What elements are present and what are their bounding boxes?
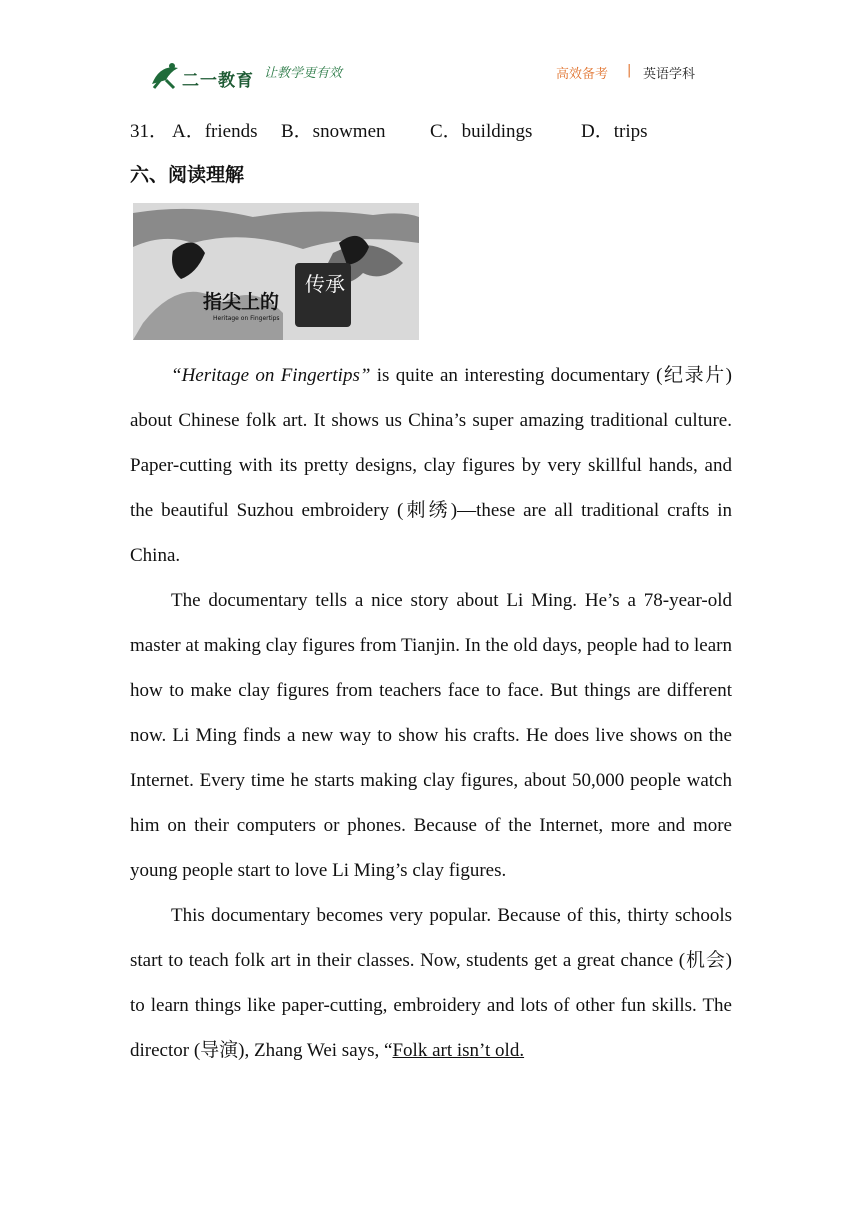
header-separator: | bbox=[627, 63, 632, 78]
banner-subtitle: Heritage on Fingertips bbox=[213, 315, 280, 322]
paragraph-1-text: is quite an interesting documentary (纪录片) about Chinese folk art. It shows us China’s super amazing traditional culture. Paper-cutting with its pretty designs, clay figures by very skillful hands, and the beautiful Suzhou embroidery (刺绣)—these are all traditional crafts in China. bbox=[130, 365, 733, 566]
subject-label: 英语学科 bbox=[643, 67, 696, 82]
paragraph-3-text: This documentary becomes very popular. Because of this, thirty schools start to teach folk art in their classes. Now, students get a great chance (机会) to learn things like paper-cutting, embroidery and lots of other fun skills. The director (导演), Zhang Wei says, “ bbox=[130, 905, 732, 1061]
option-b: B．snowmen bbox=[281, 121, 386, 142]
option-a: A．friends bbox=[172, 121, 258, 142]
option-c: C．buildings bbox=[430, 121, 533, 142]
banner-title-left: 指尖上的 bbox=[203, 291, 280, 313]
question-number: 31． bbox=[130, 121, 169, 142]
section-title: 六、阅读理解 bbox=[130, 164, 245, 186]
paragraph-3 bbox=[130, 893, 732, 1073]
page-header bbox=[0, 0, 860, 100]
documentary-title: “Heritage on Fingertips” bbox=[171, 365, 371, 386]
reading-article bbox=[130, 353, 732, 1073]
option-d: D．trips bbox=[581, 121, 648, 142]
exam-label: 高效备考 bbox=[556, 67, 609, 82]
paragraph-2: The documentary tells a nice story about Li Ming. He’s a 78-year-old master at making clay figures from Tianjin. In the old days, people had to learn how to make clay figures from teachers face to face. But things are different now. Li Ming finds a new way to show his crafts. He does live shows on the Internet. Every time he starts making clay figures, about 50,000 people watch him on their computers or phones. Because of the Internet, more and more young people start to love Li Ming’s clay figures. bbox=[130, 590, 732, 881]
brand-name: 二一教育 bbox=[182, 71, 254, 91]
paragraph-1 bbox=[130, 353, 732, 578]
documentary-banner-image bbox=[133, 203, 419, 340]
underlined-quote: Folk art isn’t old. bbox=[392, 1040, 525, 1061]
brand-slogan: 让教学更有效 bbox=[264, 66, 343, 81]
banner-title-right: 传承 bbox=[305, 272, 345, 296]
